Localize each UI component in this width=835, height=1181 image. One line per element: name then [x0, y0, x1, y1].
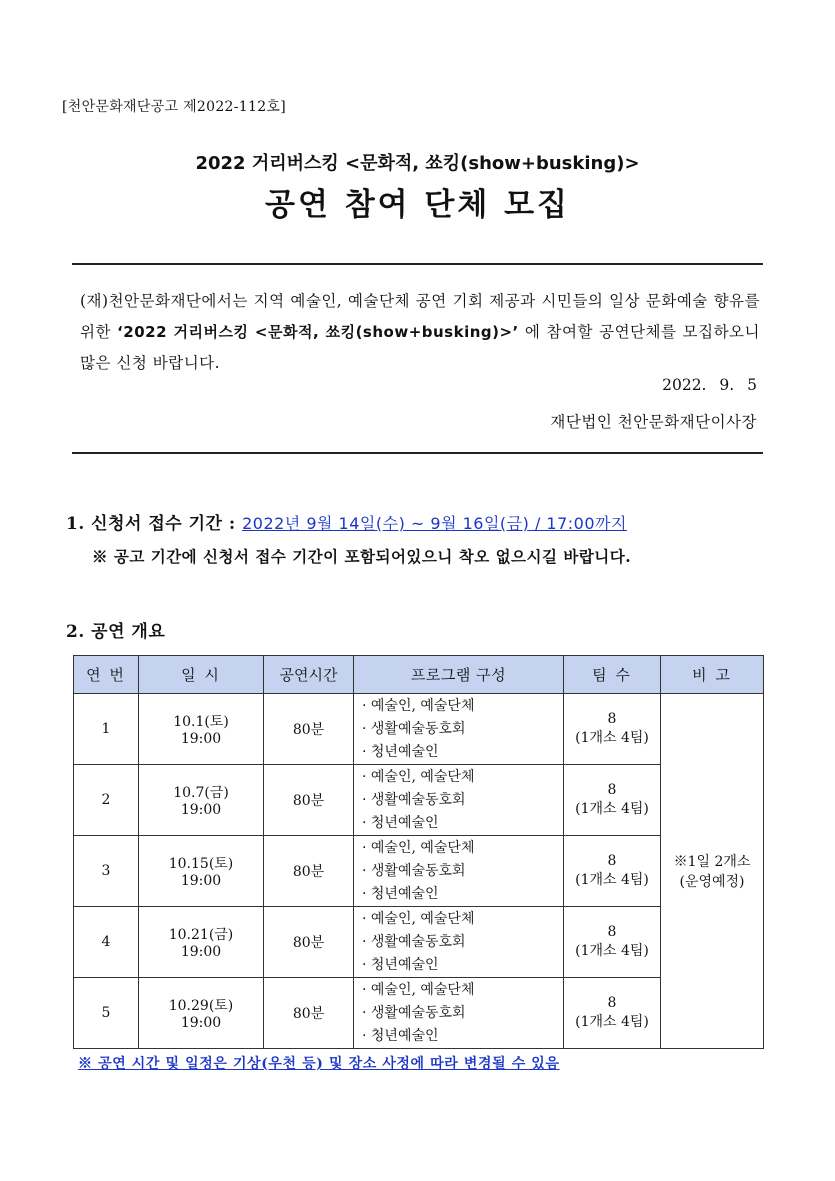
cell-teams: [564, 907, 661, 978]
col-header-no: 연 번: [74, 656, 139, 694]
cell-date: 10.21(금): [168, 927, 234, 943]
schedule-table: [73, 655, 764, 1049]
intro-paragraph: [80, 286, 760, 379]
table-row: [74, 978, 764, 1049]
program-item: · 청년예술인: [362, 1027, 439, 1044]
team-count: 8: [607, 853, 617, 869]
cell-duration: 80분: [264, 907, 354, 978]
remark-line1: ※1일 2개소: [673, 854, 751, 870]
intro-text-before: (재)천안문화재단에서는 지역 예술인, 예술단체 공연 기회 제공과 시민들의 일상 문화예술 향유를 위한: [80, 292, 760, 341]
section2-heading: 2. 공연 개요: [66, 622, 166, 642]
team-count: 8: [607, 782, 617, 798]
program-item: · 예술인, 예술단체: [362, 981, 475, 998]
table-row: [74, 765, 764, 836]
program-item: · 생활예술동호회: [362, 1004, 466, 1021]
program-item: · 생활예술동호회: [362, 933, 466, 950]
intro-text-after: 에 참여할 공연단체를 모집하오니 많은 신청 바랍니다.: [80, 323, 760, 372]
program-item: · 예술인, 예술단체: [362, 839, 475, 856]
table-row: [74, 694, 764, 765]
col-header-remarks: 비 고: [661, 656, 764, 694]
program-item: · 생활예술동호회: [362, 720, 466, 737]
cell-teams: [564, 836, 661, 907]
schedule-footnote: ※ 공연 시간 및 일정은 기상(우천 등) 및 장소 사정에 따라 변경될 수 있음: [78, 1056, 560, 1072]
cell-duration: 80분: [264, 978, 354, 1049]
section1-note: ※ 공고 기간에 신청서 접수 기간이 포함되어있으니 착오 없으시길 바랍니다.: [92, 547, 632, 566]
col-header-datetime: 일 시: [139, 656, 264, 694]
col-header-program: 프로그램 구성: [354, 656, 564, 694]
program-item: · 청년예술인: [362, 885, 439, 902]
program-item: · 예술인, 예술단체: [362, 697, 475, 714]
cell-time: 19:00: [180, 944, 222, 960]
cell-program: [354, 694, 564, 765]
cell-program: [354, 836, 564, 907]
cell-no: 3: [74, 836, 139, 907]
cell-time: 19:00: [180, 1015, 222, 1031]
notice-reference: [천안문화재단공고 제2022-112호]: [62, 99, 286, 115]
cell-time: 19:00: [180, 873, 222, 889]
cell-datetime: [139, 907, 264, 978]
notice-title: 공연 참여 단체 모집: [265, 187, 570, 223]
cell-teams: [564, 765, 661, 836]
team-detail: (1개소 4팀): [575, 1014, 649, 1030]
cell-program: [354, 978, 564, 1049]
cell-teams: [564, 978, 661, 1049]
cell-datetime: [139, 978, 264, 1049]
notice-organization: 재단법인 천안문화재단이사장: [550, 413, 757, 431]
cell-no: 5: [74, 978, 139, 1049]
cell-datetime: [139, 765, 264, 836]
program-item: · 청년예술인: [362, 743, 439, 760]
cell-datetime: [139, 694, 264, 765]
table-header-row: [74, 656, 764, 694]
remark-line2: (운영예정): [679, 874, 745, 890]
team-detail: (1개소 4팀): [575, 872, 649, 888]
col-header-teams: 팀 수: [564, 656, 661, 694]
table-row: [74, 836, 764, 907]
cell-no: 2: [74, 765, 139, 836]
team-detail: (1개소 4팀): [575, 801, 649, 817]
cell-teams: [564, 694, 661, 765]
table-row: [74, 907, 764, 978]
section1-label: 1. 신청서 접수 기간 :: [66, 514, 236, 534]
program-item: · 청년예술인: [362, 814, 439, 831]
application-period: 2022년 9월 14일(수) ~ 9월 16일(금) / 17:00까지: [242, 514, 627, 533]
notice-subtitle: 2022 거리버스킹 <문화적, 쑈킹(show+busking)>: [195, 153, 640, 174]
top-divider: [72, 263, 763, 265]
cell-datetime: [139, 836, 264, 907]
cell-date: 10.29(토): [168, 998, 234, 1014]
cell-date: 10.7(금): [173, 785, 229, 801]
program-item: · 예술인, 예술단체: [362, 768, 475, 785]
cell-time: 19:00: [180, 731, 222, 747]
cell-date: 10.15(토): [168, 856, 234, 872]
cell-no: 4: [74, 907, 139, 978]
section1-heading: [66, 509, 627, 534]
cell-duration: 80분: [264, 694, 354, 765]
cell-remarks: [661, 694, 764, 1049]
cell-program: [354, 907, 564, 978]
team-count: 8: [607, 711, 617, 727]
program-item: · 예술인, 예술단체: [362, 910, 475, 927]
cell-time: 19:00: [180, 802, 222, 818]
cell-duration: 80분: [264, 765, 354, 836]
cell-program: [354, 765, 564, 836]
program-item: · 생활예술동호회: [362, 791, 466, 808]
team-count: 8: [607, 995, 617, 1011]
program-item: · 청년예술인: [362, 956, 439, 973]
program-item: · 생활예술동호회: [362, 862, 466, 879]
col-header-duration: 공연시간: [264, 656, 354, 694]
intro-highlight: ‘2022 거리버스킹 <문화적, 쑈킹(show+busking)>’: [117, 323, 519, 341]
notice-date: 2022. 9. 5: [662, 376, 757, 394]
bottom-divider: [72, 452, 763, 454]
cell-no: 1: [74, 694, 139, 765]
team-detail: (1개소 4팀): [575, 943, 649, 959]
cell-duration: 80분: [264, 836, 354, 907]
team-detail: (1개소 4팀): [575, 730, 649, 746]
team-count: 8: [607, 924, 617, 940]
cell-date: 10.1(토): [173, 714, 229, 730]
